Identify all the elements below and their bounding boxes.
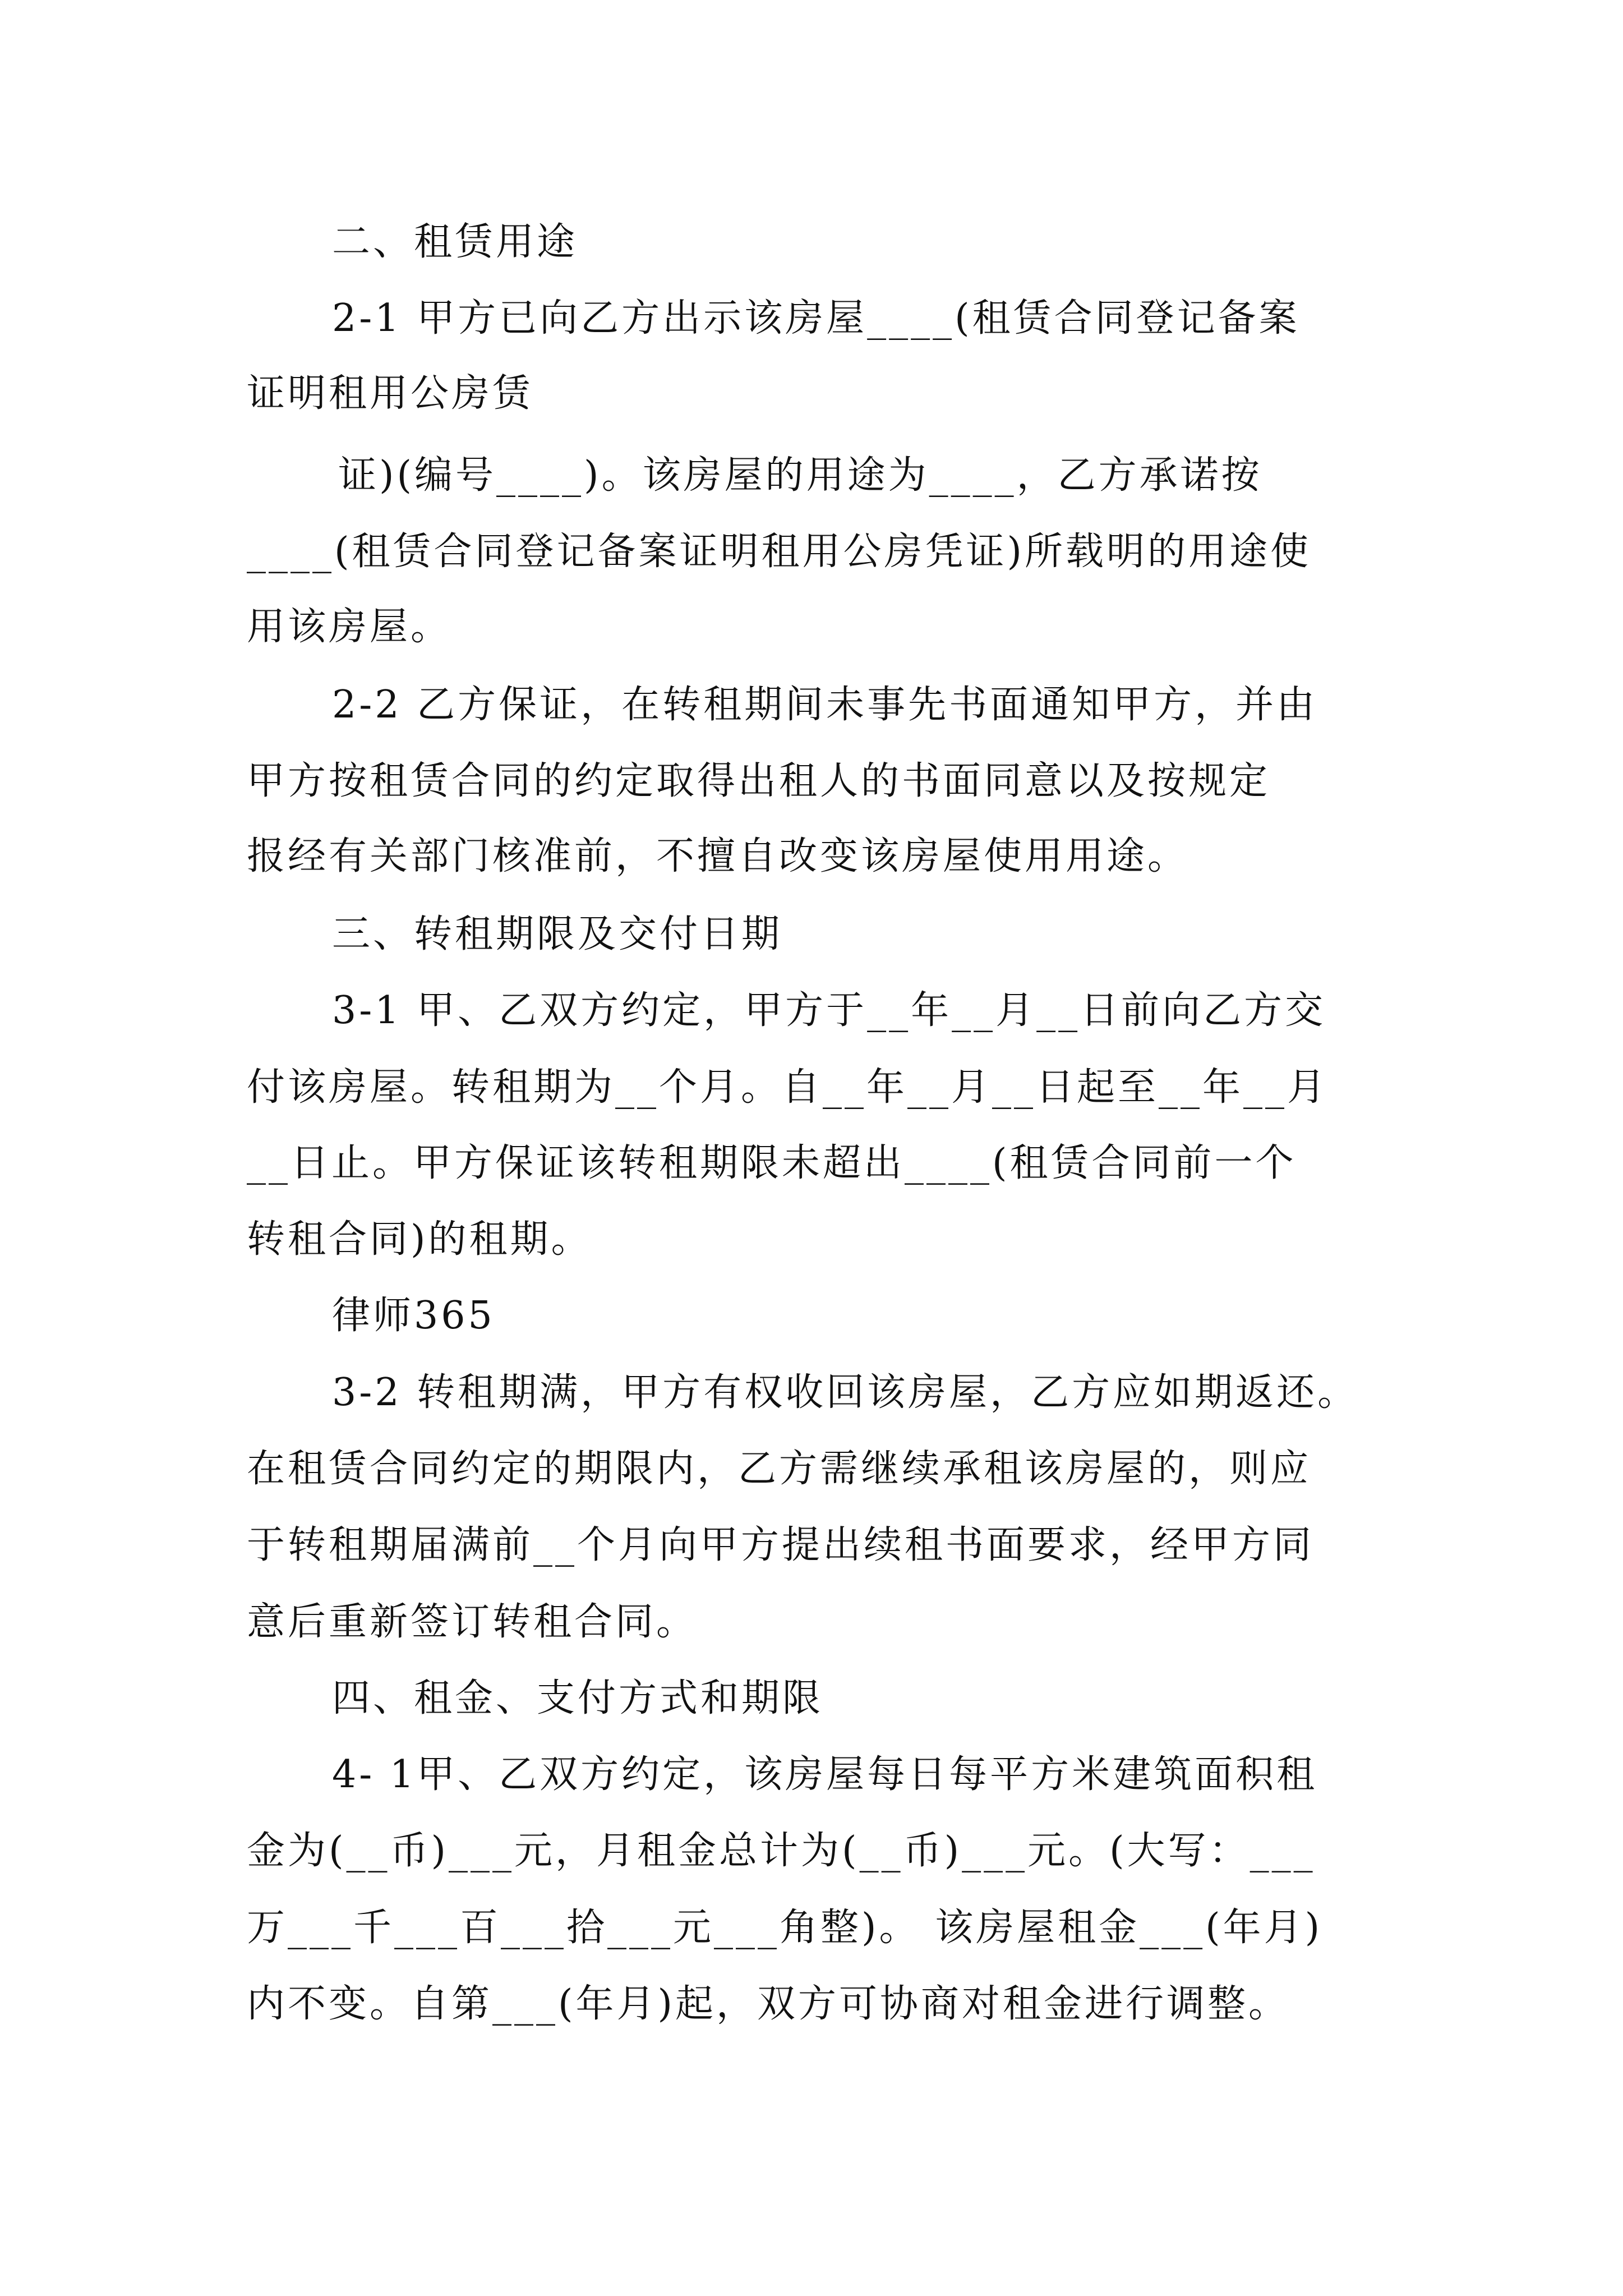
clause-text: ____(租赁合同登记备案证明租用公房凭证)所载明的用途使 [247, 530, 1312, 574]
watermark-text: 律师365 [332, 1294, 495, 1338]
clause-text: 3-2 转租期满，甲方有权收回该房屋，乙方应如期返还。 [332, 1370, 1359, 1415]
clause-text: 证)(编号____)。该房屋的用途为____，乙方承诺按 [338, 453, 1262, 498]
clause-text: 用该房屋。 [247, 605, 452, 649]
section-heading: 三、转租期限及交付日期 [332, 912, 783, 956]
clause-text: 证明租用公房赁 [247, 371, 534, 416]
clause-text: 2-2 乙方保证，在转租期间未事先书面通知甲方，并由 [332, 683, 1318, 727]
clause-text: 转租合同)的租期。 [247, 1217, 592, 1262]
clause-text: 3-1 甲、乙双方约定，甲方于__年__月__日前向乙方交 [332, 988, 1326, 1033]
clause-text: 在租赁合同约定的期限内，乙方需继续承租该房屋的，则应 [247, 1447, 1312, 1491]
clause-text: 万___千___百___拾___元___角整)。 该房屋租金___(年月) [247, 1906, 1323, 1950]
clause-text: 于转租期届满前__个月向甲方提出续租书面要求，经甲方同 [247, 1523, 1315, 1567]
clause-text: 报经有关部门核准前，不擅自改变该房屋使用用途。 [247, 834, 1189, 878]
clause-text: __日止。甲方保证该转租期限未超出____(租赁合同前一个 [247, 1141, 1297, 1185]
clause-text: 金为(__币)___元，月租金总计为(__币)___元。(大写：___ [247, 1829, 1316, 1873]
clause-text: 付该房屋。转租期为__个月。自__年__月__日起至__年__月 [247, 1065, 1329, 1110]
clause-text: 内不变。自第___(年月)起，双方可协商对租金进行调整。 [247, 1982, 1290, 2026]
section-heading: 二、租赁用途 [332, 220, 578, 264]
clause-text: 甲方按租赁合同的约定取得出租人的书面同意以及按规定 [247, 759, 1271, 803]
clause-text: 2-1 甲方已向乙方出示该房屋____(租赁合同登记备案 [332, 296, 1300, 341]
clause-text: 4- 1甲、乙双方约定，该房屋每日每平方米建筑面积租 [332, 1752, 1318, 1797]
section-heading: 四、租金、支付方式和期限 [332, 1676, 824, 1720]
clause-text: 意后重新签订转租合同。 [247, 1600, 698, 1644]
